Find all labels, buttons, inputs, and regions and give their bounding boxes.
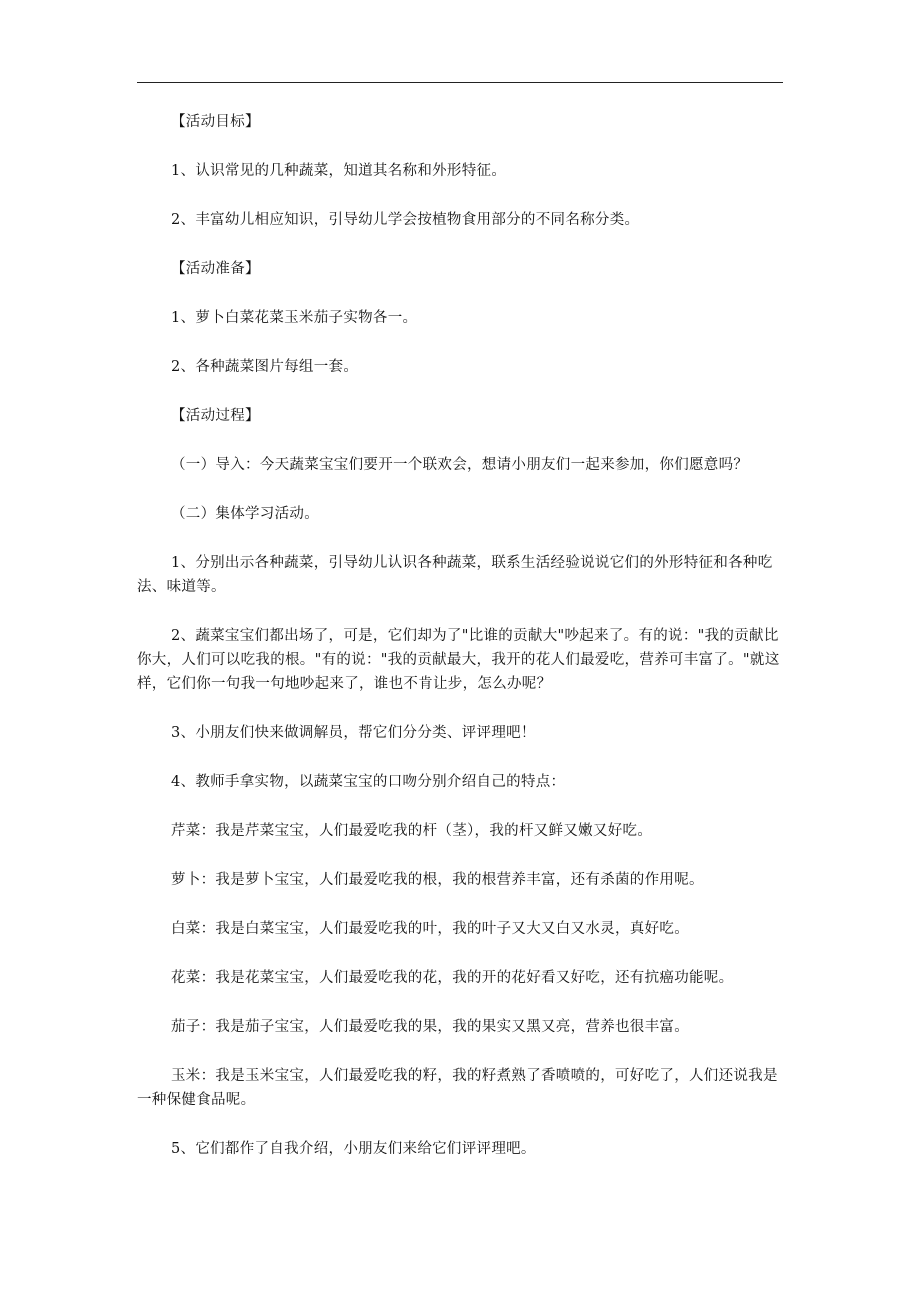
- cauliflower-paragraph: 花菜：我是花菜宝宝，人们最爱吃我的花，我的开的花好看又好吃，还有抗癌功能呢。: [171, 970, 734, 986]
- step-2-paragraph: 2、蔬菜宝宝们都出场了，可是，它们却为了"比谁的贡献大"吵起来了。有的说："我的贡献比你大，人们可以吃我的根。"有的说："我的贡献最大，我开的花人们最爱吃，营养可丰富了。"就这样，它们你一句我一句地吵起来了，谁也不肯让步，怎么办呢？: [137, 628, 780, 692]
- header-rule: [137, 82, 783, 83]
- eggplant-paragraph: 茄子：我是茄子宝宝，人们最爱吃我的果，我的果实又黑又亮，营养也很丰富。: [171, 1019, 689, 1035]
- step-1-paragraph: 1、分别出示各种蔬菜，引导幼儿认识各种蔬菜，联系生活经验说说它们的外形特征和各种吃法、味道等。: [137, 555, 773, 595]
- corn-paragraph: 玉米：我是玉米宝宝，人们最爱吃我的籽，我的籽煮熟了香喷喷的，可好吃了，人们还说我是一种保健食品呢。: [137, 1068, 778, 1108]
- cabbage-paragraph: 白菜：我是白菜宝宝，人们最爱吃我的叶，我的叶子又大又白又水灵，真好吃。: [171, 921, 689, 937]
- celery-paragraph: 芹菜：我是芹菜宝宝，人们最爱吃我的杆（茎），我的杆又鲜又嫩又好吃。: [171, 823, 653, 839]
- intro-paragraph: （一）导入：今天蔬菜宝宝们要开一个联欢会，想请小朋友们一起来参加，你们愿意吗？: [171, 457, 749, 473]
- process-heading: 【活动过程】: [171, 408, 260, 424]
- document-body: [137, 110, 783, 1186]
- goal-item-2: 2、丰富幼儿相应知识，引导幼儿学会按植物食用部分的不同名称分类。: [171, 212, 640, 228]
- group-activity-paragraph: （二）集体学习活动。: [171, 506, 319, 522]
- prep-heading: 【活动准备】: [171, 261, 260, 277]
- radish-paragraph: 萝卜：我是萝卜宝宝，人们最爱吃我的根，我的根营养丰富，还有杀菌的作用呢。: [171, 872, 704, 888]
- prep-item-1: 1、萝卜白菜花菜玉米茄子实物各一。: [171, 310, 418, 326]
- goal-heading: 【活动目标】: [171, 114, 260, 130]
- goal-item-1: 1、认识常见的几种蔬菜，知道其名称和外形特征。: [171, 163, 507, 179]
- step-3-paragraph: 3、小朋友们快来做调解员，帮它们分分类、评评理吧！: [171, 725, 536, 741]
- step-4-paragraph: 4、教师手拿实物，以蔬菜宝宝的口吻分别介绍自己的特点：: [171, 774, 566, 790]
- prep-item-2: 2、各种蔬菜图片每组一套。: [171, 359, 359, 375]
- step-5-paragraph: 5、它们都作了自我介绍，小朋友们来给它们评评理吧。: [171, 1141, 536, 1157]
